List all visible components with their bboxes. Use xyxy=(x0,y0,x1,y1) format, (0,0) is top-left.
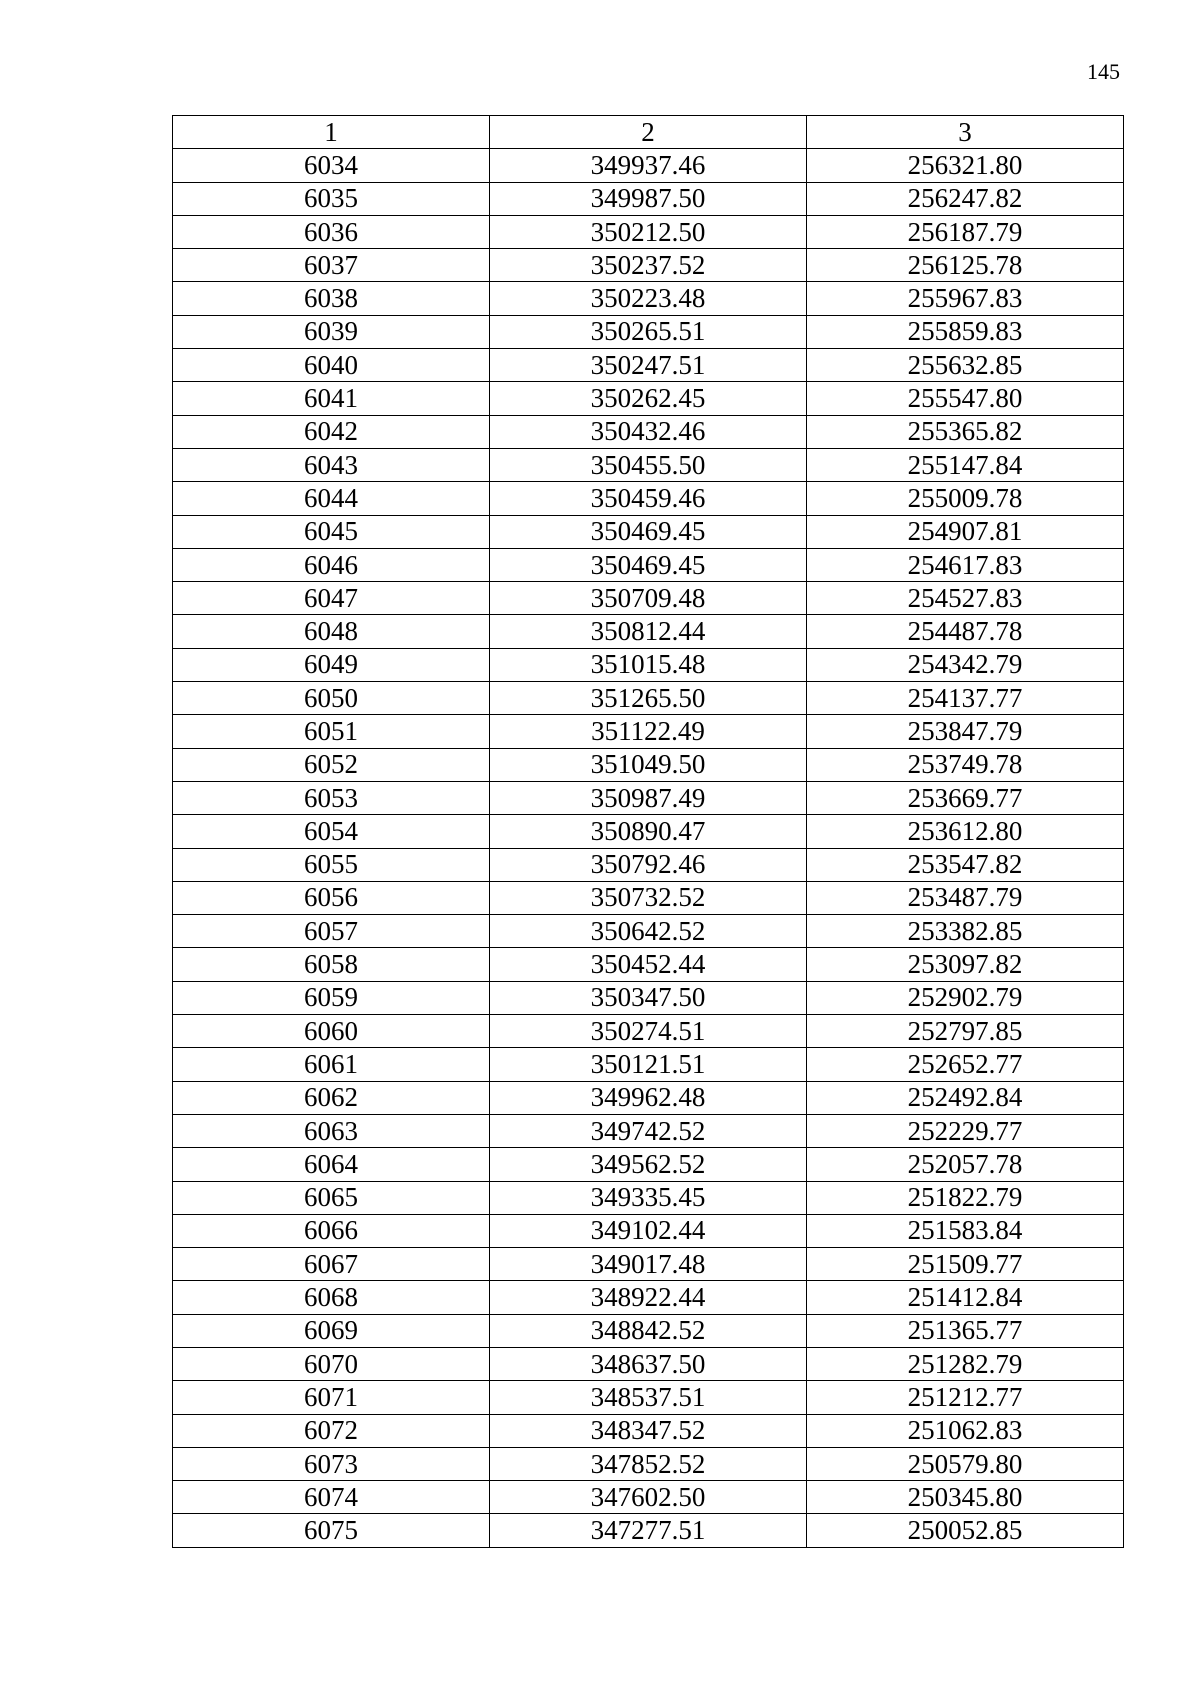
table-row xyxy=(173,615,1124,648)
table-row xyxy=(173,382,1124,415)
x-coordinate-cell: 350642.52 xyxy=(490,915,807,948)
x-coordinate-cell: 349017.48 xyxy=(490,1248,807,1281)
x-coordinate-cell: 350792.46 xyxy=(490,848,807,881)
point-number-cell: 6050 xyxy=(173,682,490,715)
x-coordinate-cell: 350237.52 xyxy=(490,249,807,282)
column-header-2: 2 xyxy=(490,116,807,149)
table-row xyxy=(173,1148,1124,1181)
y-coordinate-cell: 254487.78 xyxy=(807,615,1124,648)
table-row xyxy=(173,448,1124,481)
x-coordinate-cell: 347602.50 xyxy=(490,1481,807,1514)
table-row xyxy=(173,249,1124,282)
point-number-cell: 6041 xyxy=(173,382,490,415)
point-number-cell: 6036 xyxy=(173,215,490,248)
point-number-cell: 6039 xyxy=(173,315,490,348)
y-coordinate-cell: 251509.77 xyxy=(807,1248,1124,1281)
y-coordinate-cell: 252492.84 xyxy=(807,1081,1124,1114)
point-number-cell: 6057 xyxy=(173,915,490,948)
y-coordinate-cell: 250345.80 xyxy=(807,1481,1124,1514)
y-coordinate-cell: 252057.78 xyxy=(807,1148,1124,1181)
point-number-cell: 6047 xyxy=(173,582,490,615)
table-row xyxy=(173,1281,1124,1314)
table-row xyxy=(173,1314,1124,1347)
x-coordinate-cell: 349962.48 xyxy=(490,1081,807,1114)
point-number-cell: 6037 xyxy=(173,249,490,282)
y-coordinate-cell: 254617.83 xyxy=(807,548,1124,581)
table-row xyxy=(173,981,1124,1014)
y-coordinate-cell: 252902.79 xyxy=(807,981,1124,1014)
table-row xyxy=(173,1114,1124,1147)
table-row xyxy=(173,948,1124,981)
table-row xyxy=(173,1048,1124,1081)
table-row xyxy=(173,548,1124,581)
x-coordinate-cell: 350987.49 xyxy=(490,781,807,814)
table-row xyxy=(173,1514,1124,1547)
x-coordinate-cell: 350469.45 xyxy=(490,515,807,548)
table-row xyxy=(173,315,1124,348)
point-number-cell: 6038 xyxy=(173,282,490,315)
y-coordinate-cell: 255547.80 xyxy=(807,382,1124,415)
y-coordinate-cell: 255009.78 xyxy=(807,482,1124,515)
x-coordinate-cell: 348347.52 xyxy=(490,1414,807,1447)
x-coordinate-cell: 350459.46 xyxy=(490,482,807,515)
table-row xyxy=(173,482,1124,515)
x-coordinate-cell: 349742.52 xyxy=(490,1114,807,1147)
y-coordinate-cell: 256321.80 xyxy=(807,149,1124,182)
x-coordinate-cell: 351015.48 xyxy=(490,648,807,681)
table-body xyxy=(173,149,1124,1547)
y-coordinate-cell: 253487.79 xyxy=(807,881,1124,914)
y-coordinate-cell: 251062.83 xyxy=(807,1414,1124,1447)
table-row xyxy=(173,1081,1124,1114)
y-coordinate-cell: 253669.77 xyxy=(807,781,1124,814)
x-coordinate-cell: 347277.51 xyxy=(490,1514,807,1547)
x-coordinate-cell: 350709.48 xyxy=(490,582,807,615)
x-coordinate-cell: 351049.50 xyxy=(490,748,807,781)
point-number-cell: 6045 xyxy=(173,515,490,548)
point-number-cell: 6034 xyxy=(173,149,490,182)
page-number: 145 xyxy=(1087,59,1120,84)
table-row xyxy=(173,682,1124,715)
point-number-cell: 6049 xyxy=(173,648,490,681)
x-coordinate-cell: 348922.44 xyxy=(490,1281,807,1314)
y-coordinate-cell: 252229.77 xyxy=(807,1114,1124,1147)
x-coordinate-cell: 349987.50 xyxy=(490,182,807,215)
table-row xyxy=(173,648,1124,681)
column-header-3: 3 xyxy=(807,116,1124,149)
x-coordinate-cell: 351122.49 xyxy=(490,715,807,748)
coordinates-table xyxy=(172,115,1124,1548)
point-number-cell: 6055 xyxy=(173,848,490,881)
x-coordinate-cell: 349335.45 xyxy=(490,1181,807,1214)
table-row xyxy=(173,1181,1124,1214)
x-coordinate-cell: 350274.51 xyxy=(490,1015,807,1048)
table-row xyxy=(173,848,1124,881)
y-coordinate-cell: 251583.84 xyxy=(807,1214,1124,1247)
point-number-cell: 6070 xyxy=(173,1347,490,1380)
point-number-cell: 6043 xyxy=(173,448,490,481)
table-row xyxy=(173,815,1124,848)
table-row xyxy=(173,1248,1124,1281)
y-coordinate-cell: 252652.77 xyxy=(807,1048,1124,1081)
point-number-cell: 6046 xyxy=(173,548,490,581)
x-coordinate-cell: 350890.47 xyxy=(490,815,807,848)
table-row xyxy=(173,1347,1124,1380)
point-number-cell: 6072 xyxy=(173,1414,490,1447)
table-row xyxy=(173,1015,1124,1048)
y-coordinate-cell: 255859.83 xyxy=(807,315,1124,348)
table-row xyxy=(173,349,1124,382)
x-coordinate-cell: 350121.51 xyxy=(490,1048,807,1081)
table-row xyxy=(173,149,1124,182)
point-number-cell: 6035 xyxy=(173,182,490,215)
point-number-cell: 6068 xyxy=(173,1281,490,1314)
y-coordinate-cell: 255967.83 xyxy=(807,282,1124,315)
point-number-cell: 6063 xyxy=(173,1114,490,1147)
y-coordinate-cell: 254907.81 xyxy=(807,515,1124,548)
point-number-cell: 6065 xyxy=(173,1181,490,1214)
y-coordinate-cell: 250052.85 xyxy=(807,1514,1124,1547)
point-number-cell: 6056 xyxy=(173,881,490,914)
point-number-cell: 6058 xyxy=(173,948,490,981)
point-number-cell: 6040 xyxy=(173,349,490,382)
y-coordinate-cell: 255365.82 xyxy=(807,415,1124,448)
table-row xyxy=(173,1214,1124,1247)
point-number-cell: 6042 xyxy=(173,415,490,448)
table-row xyxy=(173,748,1124,781)
point-number-cell: 6067 xyxy=(173,1248,490,1281)
table-row xyxy=(173,1381,1124,1414)
y-coordinate-cell: 253097.82 xyxy=(807,948,1124,981)
y-coordinate-cell: 251212.77 xyxy=(807,1381,1124,1414)
table-row xyxy=(173,182,1124,215)
y-coordinate-cell: 252797.85 xyxy=(807,1015,1124,1048)
table-row xyxy=(173,582,1124,615)
y-coordinate-cell: 251365.77 xyxy=(807,1314,1124,1347)
y-coordinate-cell: 256247.82 xyxy=(807,182,1124,215)
table-row xyxy=(173,215,1124,248)
point-number-cell: 6074 xyxy=(173,1481,490,1514)
table-row xyxy=(173,282,1124,315)
x-coordinate-cell: 350455.50 xyxy=(490,448,807,481)
y-coordinate-cell: 254137.77 xyxy=(807,682,1124,715)
y-coordinate-cell: 256125.78 xyxy=(807,249,1124,282)
point-number-cell: 6061 xyxy=(173,1048,490,1081)
table-row xyxy=(173,715,1124,748)
x-coordinate-cell: 349937.46 xyxy=(490,149,807,182)
x-coordinate-cell: 350469.45 xyxy=(490,548,807,581)
x-coordinate-cell: 348537.51 xyxy=(490,1381,807,1414)
x-coordinate-cell: 350452.44 xyxy=(490,948,807,981)
point-number-cell: 6066 xyxy=(173,1214,490,1247)
table-row xyxy=(173,1447,1124,1480)
y-coordinate-cell: 256187.79 xyxy=(807,215,1124,248)
x-coordinate-cell: 348637.50 xyxy=(490,1347,807,1380)
y-coordinate-cell: 255632.85 xyxy=(807,349,1124,382)
table-row xyxy=(173,1481,1124,1514)
y-coordinate-cell: 250579.80 xyxy=(807,1447,1124,1480)
point-number-cell: 6053 xyxy=(173,781,490,814)
y-coordinate-cell: 253612.80 xyxy=(807,815,1124,848)
y-coordinate-cell: 255147.84 xyxy=(807,448,1124,481)
y-coordinate-cell: 254342.79 xyxy=(807,648,1124,681)
table-row xyxy=(173,1414,1124,1447)
y-coordinate-cell: 253847.79 xyxy=(807,715,1124,748)
table-row xyxy=(173,515,1124,548)
y-coordinate-cell: 251282.79 xyxy=(807,1347,1124,1380)
point-number-cell: 6075 xyxy=(173,1514,490,1547)
column-header-1: 1 xyxy=(173,116,490,149)
point-number-cell: 6071 xyxy=(173,1381,490,1414)
y-coordinate-cell: 253547.82 xyxy=(807,848,1124,881)
point-number-cell: 6069 xyxy=(173,1314,490,1347)
x-coordinate-cell: 349102.44 xyxy=(490,1214,807,1247)
y-coordinate-cell: 251412.84 xyxy=(807,1281,1124,1314)
point-number-cell: 6060 xyxy=(173,1015,490,1048)
x-coordinate-cell: 350223.48 xyxy=(490,282,807,315)
y-coordinate-cell: 253382.85 xyxy=(807,915,1124,948)
x-coordinate-cell: 350247.51 xyxy=(490,349,807,382)
point-number-cell: 6073 xyxy=(173,1447,490,1480)
point-number-cell: 6044 xyxy=(173,482,490,515)
x-coordinate-cell: 350265.51 xyxy=(490,315,807,348)
x-coordinate-cell: 350262.45 xyxy=(490,382,807,415)
table-row xyxy=(173,415,1124,448)
table-row xyxy=(173,881,1124,914)
x-coordinate-cell: 350812.44 xyxy=(490,615,807,648)
x-coordinate-cell: 350347.50 xyxy=(490,981,807,1014)
x-coordinate-cell: 348842.52 xyxy=(490,1314,807,1347)
point-number-cell: 6062 xyxy=(173,1081,490,1114)
table-row xyxy=(173,781,1124,814)
y-coordinate-cell: 254527.83 xyxy=(807,582,1124,615)
x-coordinate-cell: 351265.50 xyxy=(490,682,807,715)
point-number-cell: 6054 xyxy=(173,815,490,848)
point-number-cell: 6059 xyxy=(173,981,490,1014)
x-coordinate-cell: 350432.46 xyxy=(490,415,807,448)
x-coordinate-cell: 347852.52 xyxy=(490,1447,807,1480)
y-coordinate-cell: 253749.78 xyxy=(807,748,1124,781)
x-coordinate-cell: 350212.50 xyxy=(490,215,807,248)
point-number-cell: 6048 xyxy=(173,615,490,648)
point-number-cell: 6064 xyxy=(173,1148,490,1181)
x-coordinate-cell: 350732.52 xyxy=(490,881,807,914)
point-number-cell: 6052 xyxy=(173,748,490,781)
x-coordinate-cell: 349562.52 xyxy=(490,1148,807,1181)
y-coordinate-cell: 251822.79 xyxy=(807,1181,1124,1214)
point-number-cell: 6051 xyxy=(173,715,490,748)
table-header-row xyxy=(173,116,1124,149)
table-row xyxy=(173,915,1124,948)
